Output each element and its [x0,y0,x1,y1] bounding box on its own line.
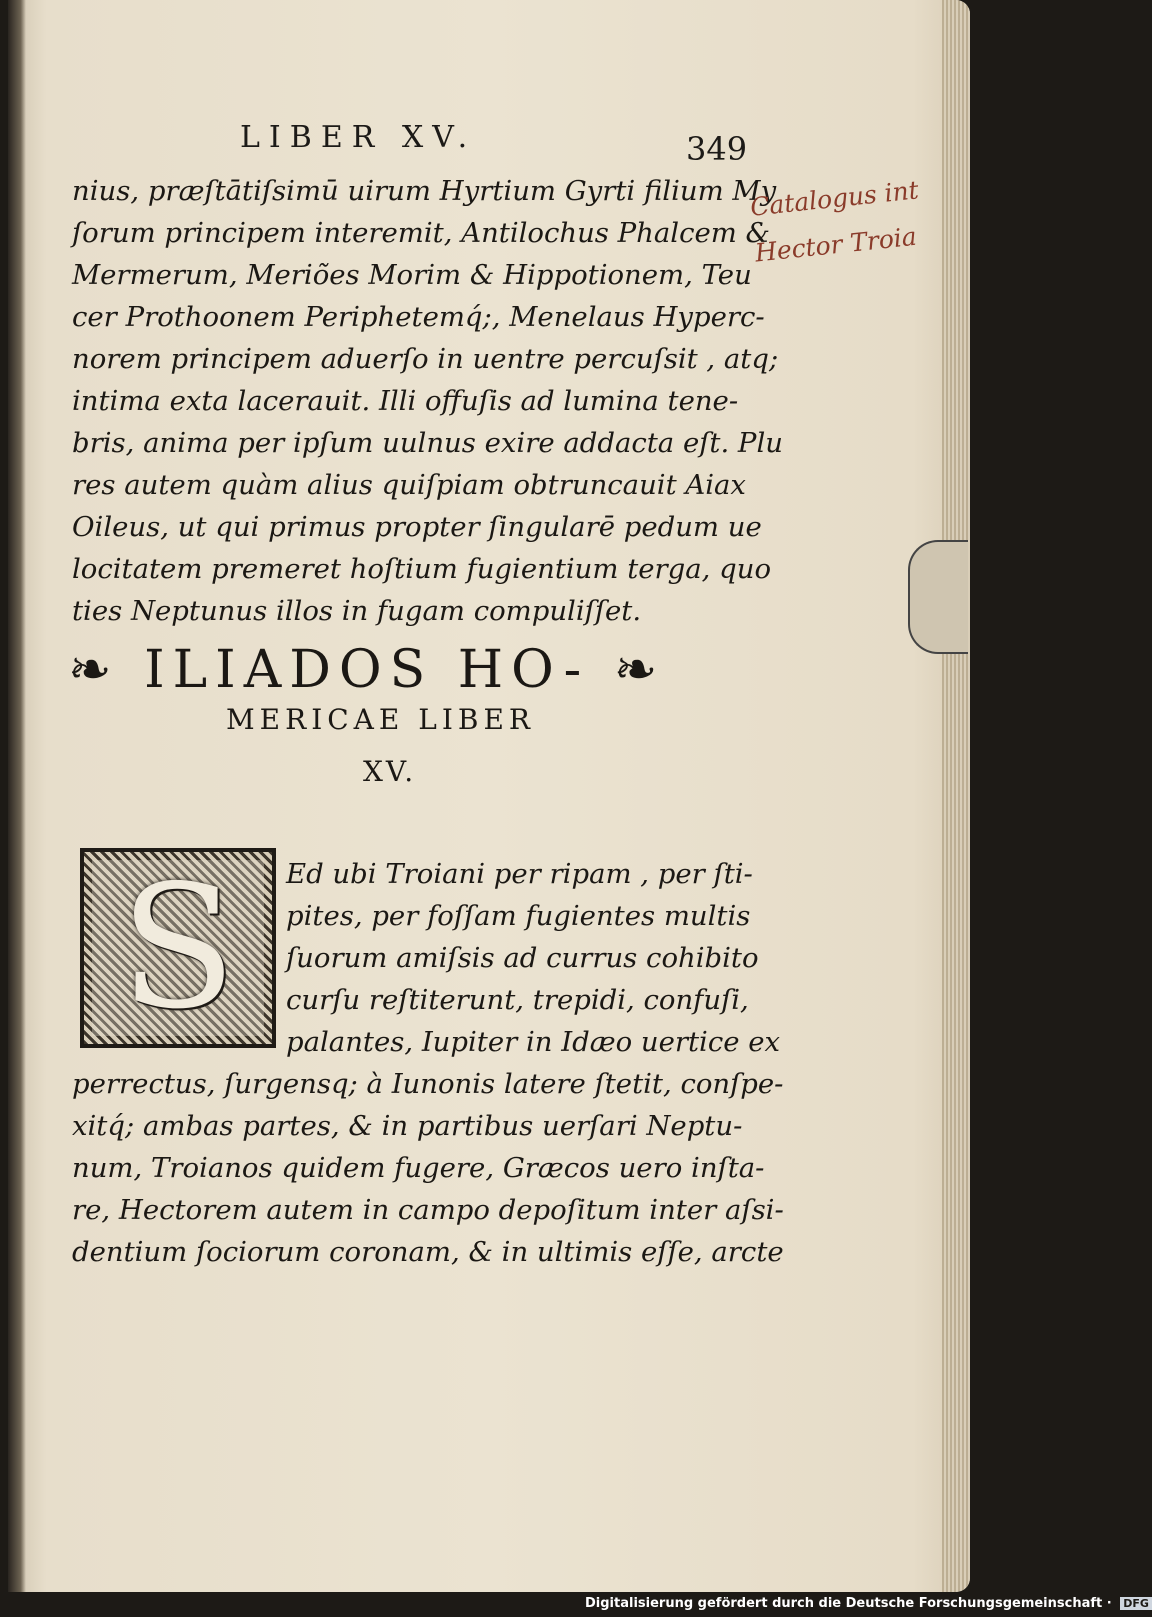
text-line: xitq́; ambas partes, & in partibus uerſari Neptu- [72,1110,743,1142]
text-line: intima exta lacerauit. Illi offuſis ad lumina tene- [72,385,739,417]
text-line: re, Hectorem autem in campo depoſitum inter aſsi- [72,1194,784,1226]
indented-text-block [286,853,780,1063]
text-line: bris, anima per ipſum uulnus exire addacta eſt. Plu [72,427,783,459]
margin-note-line: Hector Troia [753,221,918,268]
page-number: 349 [686,130,748,168]
text-line: norem principem aduerſo in uentre percuſsit , atq; [72,343,779,375]
decorated-initial [80,848,276,1048]
page-edges [942,0,970,1592]
margin-note-line: Catalogus int [748,175,921,222]
text-line: nius, præſtātiſsimū uirum Hyrtium Gyrti filium My [72,175,777,207]
dfg-logo: DFG [1120,1597,1152,1610]
text-line: locitatem premeret hoſtium fugientium terga, quo [72,553,772,585]
fleuron-left-icon: ❧ [68,640,120,700]
text-line: perrectus, ſurgensq; à Iunonis latere ſtetit, conſpe- [72,1068,784,1100]
text-line: curſu reſtiterunt, trepidi, confuſi, [286,984,749,1016]
chapter-title-line1: ILIADOS HO- [144,640,590,700]
text-line: num, Troianos quidem fugere, Græcos uero inſta- [72,1152,765,1184]
text-line: Mermerum, Meriões Morim & Hippotionem, Teu [72,259,752,291]
text-line: palantes, Iupiter in Idæo uertice ex [286,1026,781,1058]
text-line: Ed ubi Troiani per ripam , per ſti- [286,858,753,890]
book-page [8,0,970,1592]
text-line: ties Neptunus illos in fugam compuliſſet. [72,595,642,627]
digitization-footer [585,1596,1152,1611]
text-line: dentium ſociorum coronam, & in ultimis eſſe, arcte [72,1236,784,1268]
chapter-title-line3: XV. [363,755,417,788]
text-line: cer Prothoonem Periphetemq́;, Menelaus Hyperc- [72,301,765,333]
footer-text: Digitalisierung gefördert durch die Deutsche Forschungsgemeinschaft · [585,1596,1112,1611]
page-tab [908,540,968,654]
top-text-block [72,170,783,632]
text-line: res autem quàm alius quiſpiam obtruncauit Aiax [72,469,746,501]
text-line: pites, per foſſam fugientes multis [286,900,751,932]
text-line: Oileus, ut qui primus propter ſingularē pedum ue [72,511,762,543]
chapter-title [68,640,728,700]
handwritten-margin-note [748,167,926,276]
text-line: ſuorum amiſsis ad currus cohibito [286,942,759,974]
text-line: ſorum principem interemit, Antilochus Phalcem & [72,217,771,249]
running-title: LIBER XV. [240,120,477,155]
fleuron-right-icon: ❧ [613,640,666,700]
initial-letter: S [92,860,264,1036]
body-text-block [72,1063,784,1273]
binding-shadow [8,0,26,1592]
chapter-title-line2: MERICAE LIBER [226,703,535,736]
